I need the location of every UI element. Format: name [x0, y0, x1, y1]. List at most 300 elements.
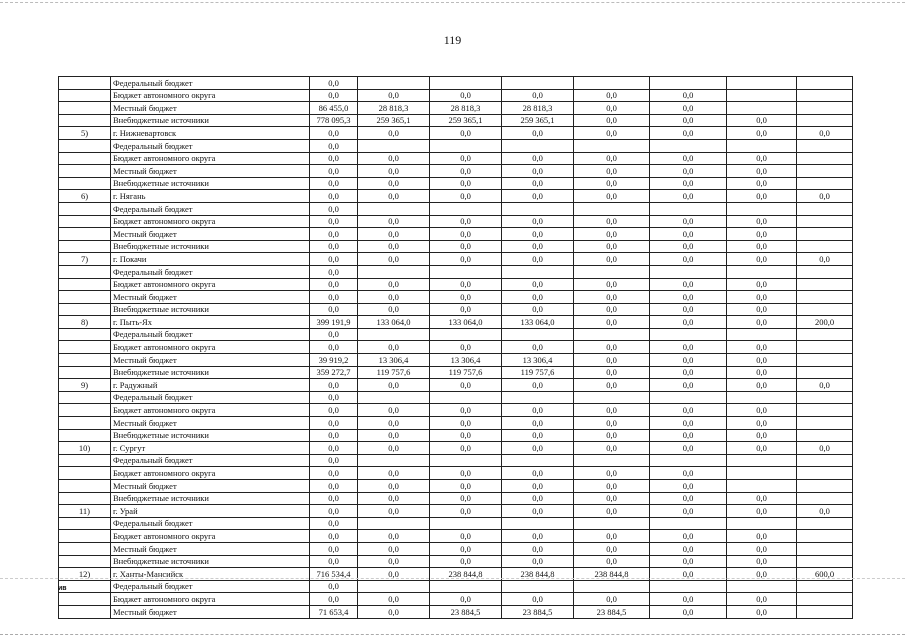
row-label: Бюджет автономного округа — [111, 215, 310, 228]
value-cell — [430, 391, 502, 404]
value-cell — [797, 291, 853, 304]
table-row — [59, 467, 853, 480]
table-row — [59, 429, 853, 442]
value-cell: 0,0 — [310, 480, 358, 493]
value-cell: 0,0 — [310, 253, 358, 266]
value-cell: 0,0 — [727, 492, 797, 505]
row-number — [59, 605, 111, 618]
value-cell — [650, 517, 727, 530]
table-row — [59, 580, 853, 593]
value-cell: 0,0 — [358, 417, 430, 430]
value-cell: 0,0 — [574, 542, 650, 555]
value-cell: 0,0 — [310, 215, 358, 228]
value-cell: 0,0 — [650, 467, 727, 480]
row-number — [59, 341, 111, 354]
value-cell — [502, 265, 574, 278]
value-cell: 0,0 — [502, 429, 574, 442]
value-cell: 0,0 — [574, 404, 650, 417]
table-row — [59, 102, 853, 115]
table-row — [59, 127, 853, 140]
value-cell — [797, 139, 853, 152]
value-cell: 0,0 — [727, 253, 797, 266]
value-cell — [797, 366, 853, 379]
value-cell: 0,0 — [502, 404, 574, 417]
value-cell: 0,0 — [310, 278, 358, 291]
row-number — [59, 265, 111, 278]
value-cell: 0,0 — [310, 580, 358, 593]
table-row — [59, 605, 853, 618]
row-label: Внебюджетные источники — [111, 240, 310, 253]
value-cell: 0,0 — [650, 316, 727, 329]
value-cell: 0,0 — [574, 341, 650, 354]
value-cell: 0,0 — [310, 228, 358, 241]
value-cell — [797, 429, 853, 442]
value-cell: 0,0 — [727, 278, 797, 291]
value-cell: 0,0 — [650, 152, 727, 165]
value-cell: 0,0 — [502, 127, 574, 140]
value-cell: 0,0 — [358, 480, 430, 493]
value-cell — [574, 454, 650, 467]
row-number — [59, 542, 111, 555]
value-cell: 0,0 — [727, 593, 797, 606]
value-cell: 0,0 — [430, 379, 502, 392]
row-label: г. Сургут — [111, 442, 310, 455]
value-cell: 0,0 — [430, 542, 502, 555]
value-cell: 0,0 — [430, 127, 502, 140]
value-cell: 0,0 — [797, 127, 853, 140]
value-cell: 0,0 — [797, 190, 853, 203]
row-number — [59, 467, 111, 480]
value-cell: 13 306,4 — [430, 354, 502, 367]
value-cell: 0,0 — [358, 442, 430, 455]
value-cell: 238 844,8 — [574, 568, 650, 581]
value-cell — [797, 89, 853, 102]
row-number: 7) — [59, 253, 111, 266]
value-cell — [502, 580, 574, 593]
row-number — [59, 404, 111, 417]
value-cell: 0,0 — [502, 467, 574, 480]
value-cell: 0,0 — [310, 542, 358, 555]
value-cell: 0,0 — [574, 366, 650, 379]
value-cell: 0,0 — [358, 165, 430, 178]
value-cell — [727, 480, 797, 493]
value-cell: 259 365,1 — [502, 114, 574, 127]
row-label: Местный бюджет — [111, 542, 310, 555]
row-number: 6) — [59, 190, 111, 203]
value-cell — [650, 265, 727, 278]
value-cell: 0,0 — [574, 165, 650, 178]
value-cell: 0,0 — [574, 102, 650, 115]
row-number — [59, 89, 111, 102]
value-cell — [430, 202, 502, 215]
value-cell: 0,0 — [574, 442, 650, 455]
value-cell: 0,0 — [310, 139, 358, 152]
value-cell — [650, 139, 727, 152]
value-cell: 0,0 — [502, 215, 574, 228]
value-cell: 0,0 — [310, 492, 358, 505]
value-cell: 0,0 — [574, 429, 650, 442]
value-cell: 0,0 — [430, 177, 502, 190]
value-cell: 0,0 — [650, 555, 727, 568]
row-label: Бюджет автономного округа — [111, 152, 310, 165]
value-cell — [797, 303, 853, 316]
value-cell — [797, 517, 853, 530]
value-cell: 0,0 — [574, 253, 650, 266]
value-cell — [358, 328, 430, 341]
value-cell: 133 064,0 — [502, 316, 574, 329]
table-row — [59, 366, 853, 379]
value-cell: 133 064,0 — [430, 316, 502, 329]
row-number — [59, 366, 111, 379]
value-cell: 0,0 — [430, 505, 502, 518]
table-row — [59, 190, 853, 203]
value-cell: 0,0 — [310, 303, 358, 316]
value-cell: 39 919,2 — [310, 354, 358, 367]
value-cell: 28 818,3 — [358, 102, 430, 115]
value-cell: 0,0 — [650, 341, 727, 354]
value-cell: 0,0 — [797, 253, 853, 266]
value-cell — [797, 265, 853, 278]
value-cell: 0,0 — [650, 114, 727, 127]
value-cell: 0,0 — [502, 291, 574, 304]
value-cell: 0,0 — [502, 442, 574, 455]
value-cell: 0,0 — [358, 177, 430, 190]
value-cell: 0,0 — [358, 190, 430, 203]
row-number — [59, 328, 111, 341]
value-cell: 0,0 — [310, 190, 358, 203]
row-label: Федеральный бюджет — [111, 517, 310, 530]
value-cell — [727, 77, 797, 90]
value-cell: 0,0 — [358, 530, 430, 543]
row-label: Местный бюджет — [111, 291, 310, 304]
value-cell — [502, 77, 574, 90]
table-row — [59, 442, 853, 455]
value-cell: 0,0 — [502, 505, 574, 518]
footer-mark: ив — [58, 585, 67, 592]
value-cell: 0,0 — [574, 278, 650, 291]
table-row — [59, 253, 853, 266]
row-label: Бюджет автономного округа — [111, 278, 310, 291]
value-cell — [797, 530, 853, 543]
value-cell: 0,0 — [574, 316, 650, 329]
value-cell — [358, 391, 430, 404]
value-cell: 0,0 — [727, 165, 797, 178]
value-cell — [502, 139, 574, 152]
value-cell: 0,0 — [430, 228, 502, 241]
value-cell: 0,0 — [727, 152, 797, 165]
value-cell: 0,0 — [650, 228, 727, 241]
value-cell: 0,0 — [430, 89, 502, 102]
value-cell: 0,0 — [574, 492, 650, 505]
value-cell: 0,0 — [502, 530, 574, 543]
value-cell: 0,0 — [650, 89, 727, 102]
row-label: г. Покачи — [111, 253, 310, 266]
value-cell: 0,0 — [727, 379, 797, 392]
value-cell: 0,0 — [358, 429, 430, 442]
value-cell: 600,0 — [797, 568, 853, 581]
value-cell — [797, 391, 853, 404]
value-cell: 0,0 — [727, 354, 797, 367]
value-cell: 0,0 — [650, 240, 727, 253]
row-label: Бюджет автономного округа — [111, 89, 310, 102]
row-number: 8) — [59, 316, 111, 329]
value-cell: 0,0 — [430, 240, 502, 253]
scan-edge-top — [0, 2, 905, 4]
value-cell: 0,0 — [358, 152, 430, 165]
value-cell: 13 306,4 — [502, 354, 574, 367]
value-cell: 0,0 — [310, 291, 358, 304]
value-cell: 0,0 — [310, 391, 358, 404]
value-cell: 0,0 — [727, 530, 797, 543]
value-cell: 0,0 — [310, 152, 358, 165]
value-cell: 0,0 — [502, 278, 574, 291]
value-cell: 0,0 — [502, 542, 574, 555]
value-cell — [797, 165, 853, 178]
value-cell — [727, 102, 797, 115]
value-cell — [502, 202, 574, 215]
value-cell: 0,0 — [430, 190, 502, 203]
value-cell — [430, 454, 502, 467]
table-row — [59, 215, 853, 228]
row-label: Внебюджетные источники — [111, 492, 310, 505]
value-cell: 23 884,5 — [502, 605, 574, 618]
value-cell: 0,0 — [797, 379, 853, 392]
value-cell: 0,0 — [310, 77, 358, 90]
value-cell: 0,0 — [310, 417, 358, 430]
value-cell: 119 757,6 — [502, 366, 574, 379]
value-cell: 259 365,1 — [430, 114, 502, 127]
value-cell: 0,0 — [358, 492, 430, 505]
value-cell: 0,0 — [574, 114, 650, 127]
row-label: Внебюджетные источники — [111, 366, 310, 379]
value-cell: 0,0 — [650, 177, 727, 190]
value-cell: 0,0 — [502, 593, 574, 606]
table-row — [59, 379, 853, 392]
row-label: Местный бюджет — [111, 165, 310, 178]
row-number — [59, 291, 111, 304]
value-cell: 0,0 — [574, 417, 650, 430]
row-number — [59, 77, 111, 90]
value-cell: 0,0 — [502, 253, 574, 266]
value-cell: 0,0 — [502, 480, 574, 493]
value-cell — [797, 341, 853, 354]
row-label: г. Ханты-Мансийск — [111, 568, 310, 581]
value-cell — [502, 391, 574, 404]
value-cell: 0,0 — [727, 215, 797, 228]
value-cell: 0,0 — [502, 303, 574, 316]
row-number — [59, 517, 111, 530]
value-cell: 0,0 — [574, 127, 650, 140]
row-number — [59, 391, 111, 404]
row-label: Местный бюджет — [111, 605, 310, 618]
value-cell: 0,0 — [430, 492, 502, 505]
row-label: Федеральный бюджет — [111, 454, 310, 467]
value-cell — [502, 454, 574, 467]
value-cell — [797, 240, 853, 253]
value-cell: 0,0 — [650, 165, 727, 178]
value-cell: 0,0 — [574, 190, 650, 203]
value-cell: 0,0 — [358, 605, 430, 618]
value-cell: 0,0 — [727, 555, 797, 568]
row-label: Федеральный бюджет — [111, 202, 310, 215]
table-row — [59, 228, 853, 241]
row-label: г. Урай — [111, 505, 310, 518]
value-cell: 0,0 — [797, 505, 853, 518]
row-label: Федеральный бюджет — [111, 265, 310, 278]
value-cell: 0,0 — [797, 442, 853, 455]
value-cell: 0,0 — [727, 341, 797, 354]
row-label: Внебюджетные источники — [111, 177, 310, 190]
row-number: 5) — [59, 127, 111, 140]
row-number — [59, 114, 111, 127]
row-label: Местный бюджет — [111, 480, 310, 493]
value-cell: 71 653,4 — [310, 605, 358, 618]
budget-table — [58, 76, 853, 619]
value-cell: 0,0 — [310, 265, 358, 278]
value-cell — [650, 202, 727, 215]
row-number — [59, 593, 111, 606]
value-cell: 0,0 — [650, 379, 727, 392]
value-cell: 0,0 — [430, 417, 502, 430]
value-cell: 0,0 — [650, 404, 727, 417]
value-cell: 0,0 — [727, 417, 797, 430]
value-cell: 0,0 — [358, 278, 430, 291]
value-cell — [574, 517, 650, 530]
table-row — [59, 165, 853, 178]
value-cell — [797, 152, 853, 165]
value-cell — [797, 467, 853, 480]
table-row — [59, 505, 853, 518]
scan-edge-bottom — [0, 578, 905, 580]
value-cell: 86 455,0 — [310, 102, 358, 115]
value-cell: 0,0 — [574, 240, 650, 253]
value-cell — [727, 89, 797, 102]
value-cell — [797, 593, 853, 606]
row-label: Федеральный бюджет — [111, 328, 310, 341]
row-number — [59, 555, 111, 568]
value-cell: 0,0 — [502, 492, 574, 505]
value-cell — [727, 517, 797, 530]
row-label: Внебюджетные источники — [111, 114, 310, 127]
value-cell: 0,0 — [650, 605, 727, 618]
value-cell — [797, 77, 853, 90]
value-cell — [574, 391, 650, 404]
value-cell: 0,0 — [310, 505, 358, 518]
value-cell: 0,0 — [310, 177, 358, 190]
value-cell — [574, 265, 650, 278]
value-cell — [797, 354, 853, 367]
table-row — [59, 517, 853, 530]
value-cell — [797, 480, 853, 493]
value-cell — [797, 492, 853, 505]
value-cell — [650, 391, 727, 404]
row-number — [59, 480, 111, 493]
value-cell: 0,0 — [502, 379, 574, 392]
row-number — [59, 228, 111, 241]
row-label: Федеральный бюджет — [111, 580, 310, 593]
value-cell: 28 818,3 — [502, 102, 574, 115]
row-number — [59, 429, 111, 442]
value-cell: 0,0 — [727, 429, 797, 442]
value-cell — [574, 139, 650, 152]
value-cell — [358, 265, 430, 278]
value-cell: 399 191,9 — [310, 316, 358, 329]
value-cell: 0,0 — [358, 467, 430, 480]
value-cell — [727, 580, 797, 593]
value-cell: 0,0 — [358, 568, 430, 581]
value-cell: 0,0 — [650, 127, 727, 140]
value-cell: 0,0 — [310, 341, 358, 354]
table-row — [59, 265, 853, 278]
row-number — [59, 102, 111, 115]
value-cell — [358, 454, 430, 467]
row-number — [59, 530, 111, 543]
row-number: 11) — [59, 505, 111, 518]
value-cell — [502, 517, 574, 530]
value-cell: 0,0 — [650, 417, 727, 430]
row-number — [59, 278, 111, 291]
table-row — [59, 593, 853, 606]
table-row — [59, 542, 853, 555]
row-label: Бюджет автономного округа — [111, 530, 310, 543]
value-cell — [797, 202, 853, 215]
value-cell: 0,0 — [574, 505, 650, 518]
value-cell — [650, 77, 727, 90]
value-cell: 0,0 — [650, 593, 727, 606]
row-number — [59, 139, 111, 152]
table-row — [59, 177, 853, 190]
row-label: Местный бюджет — [111, 102, 310, 115]
value-cell: 0,0 — [358, 215, 430, 228]
value-cell: 0,0 — [310, 442, 358, 455]
value-cell: 0,0 — [502, 341, 574, 354]
value-cell: 0,0 — [650, 429, 727, 442]
value-cell: 0,0 — [502, 190, 574, 203]
value-cell: 0,0 — [727, 190, 797, 203]
value-cell: 0,0 — [310, 89, 358, 102]
value-cell — [430, 328, 502, 341]
value-cell — [574, 202, 650, 215]
budget-table-body — [59, 77, 853, 619]
value-cell — [574, 77, 650, 90]
value-cell: 0,0 — [502, 177, 574, 190]
value-cell — [430, 265, 502, 278]
value-cell: 0,0 — [310, 404, 358, 417]
row-number — [59, 215, 111, 228]
value-cell — [797, 454, 853, 467]
value-cell: 0,0 — [310, 240, 358, 253]
row-label: Бюджет автономного округа — [111, 593, 310, 606]
value-cell: 0,0 — [358, 291, 430, 304]
value-cell: 0,0 — [727, 442, 797, 455]
value-cell: 0,0 — [358, 341, 430, 354]
row-label: Внебюджетные источники — [111, 429, 310, 442]
row-number: 9) — [59, 379, 111, 392]
value-cell: 0,0 — [650, 253, 727, 266]
value-cell: 0,0 — [310, 202, 358, 215]
value-cell: 0,0 — [430, 429, 502, 442]
value-cell — [797, 328, 853, 341]
value-cell: 0,0 — [430, 442, 502, 455]
value-cell: 119 757,6 — [358, 366, 430, 379]
value-cell — [797, 215, 853, 228]
row-number — [59, 240, 111, 253]
table-row — [59, 303, 853, 316]
value-cell — [358, 517, 430, 530]
row-number — [59, 177, 111, 190]
value-cell — [797, 605, 853, 618]
value-cell: 0,0 — [502, 152, 574, 165]
